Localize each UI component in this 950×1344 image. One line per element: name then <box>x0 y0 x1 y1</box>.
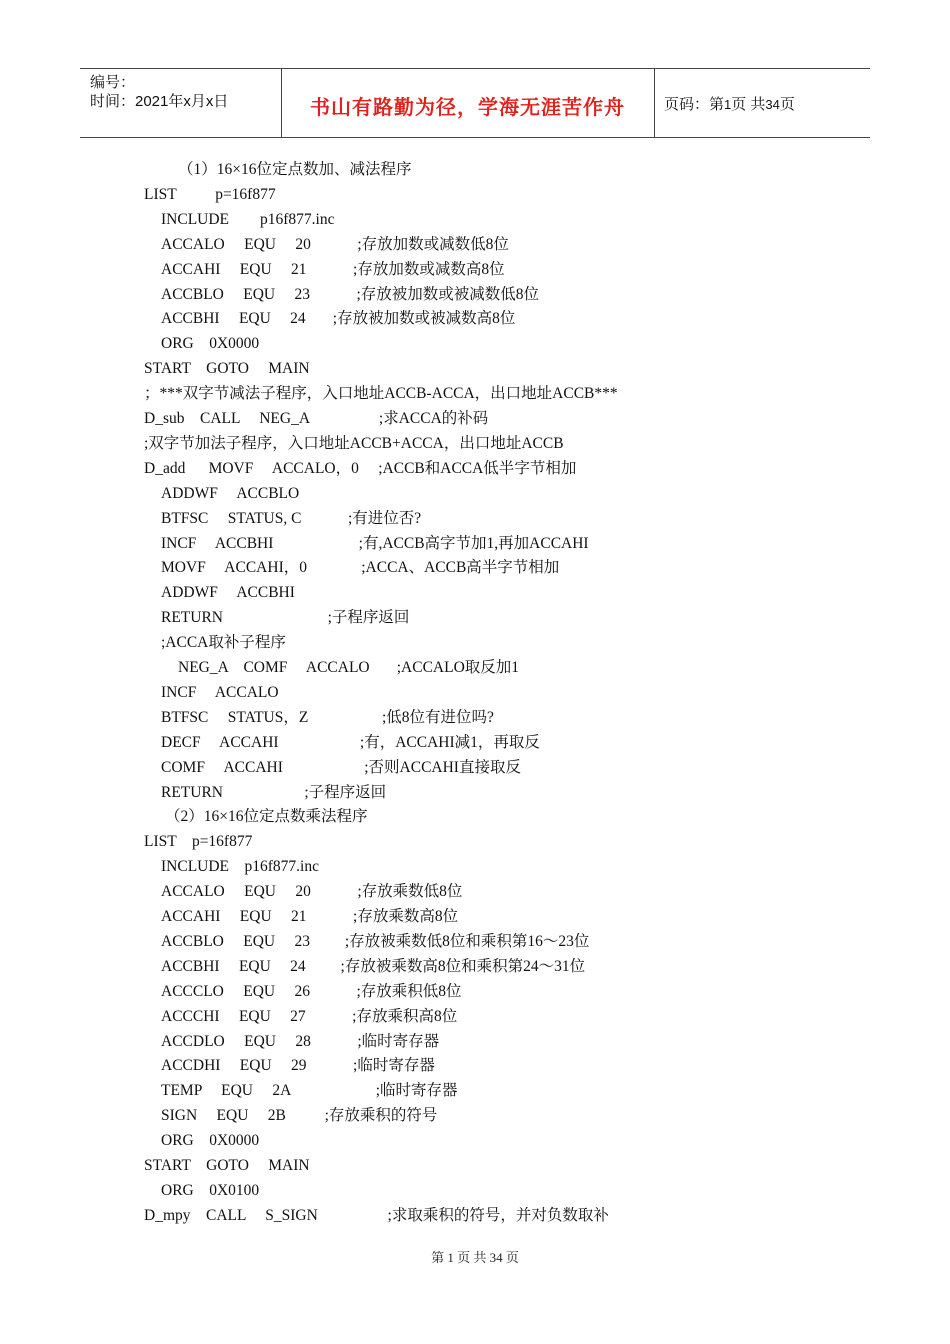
code-line: TEMP EQU 2A ;临时寄存器 <box>161 1082 458 1100</box>
footer-prefix: 第 <box>431 1250 445 1265</box>
code-line: ;ACCA取补子程序 <box>161 634 286 652</box>
code-line: SIGN EQU 2B ;存放乘积的符号 <box>161 1107 438 1125</box>
code-line: ACCBHI EQU 24 ;存放被乘数高8位和乘积第24～31位 <box>161 957 586 975</box>
code-line: INCLUDE p16f877.inc <box>161 210 335 228</box>
code-line: （1）16×16位定点数加、减法程序 <box>178 161 412 178</box>
page-footer <box>0 1247 950 1266</box>
code-line: MOVF ACCAHI，0 ;ACCA、ACCB高半字节相加 <box>161 559 560 577</box>
header-meta <box>90 73 228 111</box>
code-line: ACCDHI EQU 29 ;临时寄存器 <box>161 1057 435 1075</box>
code-line: RETURN ;子程序返回 <box>161 609 410 627</box>
footer-suffix: 页 <box>505 1250 519 1265</box>
code-line: D_mpy CALL S_SIGN ;求取乘积的符号，并对负数取补 <box>144 1206 609 1224</box>
code-line: ACCALO EQU 20 ;存放加数或减数低8位 <box>161 235 509 253</box>
header-page-indicator <box>664 93 795 114</box>
page-current: 1 <box>724 97 732 112</box>
footer-total: 34 <box>489 1250 503 1265</box>
page-mid: 页 共 <box>731 96 766 113</box>
code-line: ORG 0X0000 <box>161 335 260 353</box>
code-line: START GOTO MAIN <box>144 1157 310 1174</box>
code-line: LIST p=16f877 <box>144 185 276 203</box>
doc-number-label: 编号： <box>90 74 136 91</box>
code-line: ORG 0X0000 <box>161 1132 260 1150</box>
code-line: ACCBLO EQU 23 ;存放被乘数低8位和乘积第16～23位 <box>161 932 590 950</box>
page-total: 34 <box>765 97 780 112</box>
code-line: ORG 0X0100 <box>161 1181 260 1199</box>
code-line: INCF ACCALO <box>161 683 279 701</box>
code-line: D_sub CALL NEG_A ;求ACCA的补码 <box>144 410 489 427</box>
header-table <box>80 68 870 138</box>
code-line: D_add MOVF ACCALO，0 ;ACCB和ACCA低半字节相加 <box>144 459 577 477</box>
code-line: ;双字节加法子程序，入口地址ACCB+ACCA，出口地址ACCB <box>144 434 564 452</box>
code-line: INCF ACCBHI ;有,ACCB高字节加1,再加ACCAHI <box>161 534 589 552</box>
code-line: RETURN ;子程序返回 <box>161 783 387 801</box>
code-line: ACCAHI EQU 21 ;存放乘数高8位 <box>161 908 459 925</box>
code-line: （2）16×16位定点数乘法程序 <box>165 808 368 826</box>
code-line: ACCBHI EQU 24 ;存放被加数或被减数高8位 <box>161 310 516 328</box>
header-divider <box>654 69 655 137</box>
code-line: ACCBLO EQU 23 ;存放被加数或被减数低8位 <box>161 285 540 303</box>
code-line: ACCAHI EQU 21 ;存放加数或减数高8位 <box>161 260 505 278</box>
header-motto: 书山有路勤为径，学海无涯苦作舟 <box>310 95 625 119</box>
code-line: BTFSC STATUS，Z ;低8位有进位吗? <box>161 708 494 726</box>
code-line: NEG_A COMF ACCALO ;ACCALO取反加1 <box>178 659 520 676</box>
code-line: ；***双字节减法子程序，入口地址ACCB-ACCA，出口地址ACCB*** <box>144 385 618 403</box>
page-suffix: 页 <box>779 96 795 113</box>
code-line: ACCDLO EQU 28 ;临时寄存器 <box>161 1032 440 1050</box>
code-line: ADDWF ACCBLO <box>161 484 300 502</box>
code-line: ACCCHI EQU 27 ;存放乘积高8位 <box>161 1007 458 1025</box>
page-prefix: 页码：第 <box>664 96 725 113</box>
code-line: BTFSC STATUS, C ;有进位否? <box>161 509 422 527</box>
footer-mid: 页 共 <box>457 1250 487 1265</box>
code-line: ACCCLO EQU 26 ;存放乘积低8位 <box>161 982 462 1000</box>
code-line: ADDWF ACCBHI <box>161 584 295 602</box>
code-line: START GOTO MAIN <box>144 360 310 378</box>
code-line: ACCALO EQU 20 ;存放乘数低8位 <box>161 883 463 901</box>
doc-date-label: 时间：2021年x月x日 <box>90 93 229 110</box>
footer-current: 1 <box>447 1250 454 1265</box>
code-line: COMF ACCAHI ;否则ACCAHI直接取反 <box>161 758 521 776</box>
code-line: DECF ACCAHI ;有，ACCAHI减1，再取反 <box>161 733 540 751</box>
code-line: LIST p=16f877 <box>144 833 253 851</box>
code-line: INCLUDE p16f877.inc <box>161 858 319 876</box>
